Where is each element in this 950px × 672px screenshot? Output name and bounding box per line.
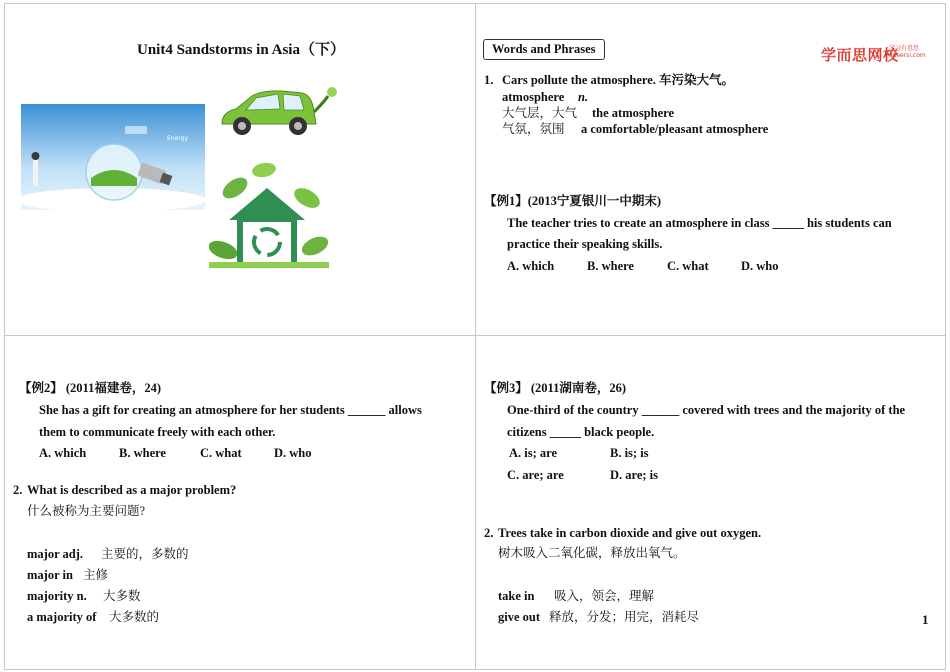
logo-sub-url: xueersi.com: [889, 52, 926, 59]
green-car-image: [216, 82, 346, 142]
example3-option-c: C. are; are: [507, 468, 564, 482]
example2-line1: She has a gift for creating an atmosphere for her students ______ allows: [39, 403, 422, 417]
item2-question-cn: 什么被称为主要问题?: [27, 504, 146, 518]
item1-word: atmosphere: [502, 90, 565, 104]
item1-def2: 气氛，氛围: [502, 122, 565, 136]
vocab-majority-cn: 大多数: [103, 589, 141, 603]
item1-sentence: Cars pollute the atmosphere. 车污染大气。: [502, 73, 735, 87]
example1-label: 【例1】(2013宁夏银川一中期末): [484, 194, 662, 208]
item2-question: What is described as a major problem?: [27, 483, 237, 497]
example1-option-c: C. what: [667, 259, 709, 273]
example2-line2: them to communicate freely with each other.: [39, 425, 276, 439]
vocab-major-in-en: major in: [27, 568, 73, 582]
slide-panel-3: [4, 335, 476, 670]
item2-sentence-cn: 树木吸入二氧化碳，释放出氧气。: [498, 546, 686, 560]
logo-sub-cn: 学习有意思: [889, 45, 920, 52]
example2-option-d: D. who: [274, 446, 312, 460]
example2-option-b: B. where: [119, 446, 166, 460]
phrase-give-out-cn: 释放，分发；用完，消耗尽: [549, 610, 700, 624]
item2-number-p4: 2.: [484, 526, 494, 540]
item2-number: 2.: [13, 483, 23, 497]
vocab-major-cn: 主要的，多数的: [101, 547, 189, 561]
vocab-major-en: major adj.: [27, 547, 84, 561]
example1-option-a: A. which: [507, 259, 555, 273]
item1-example1: the atmosphere: [592, 106, 675, 120]
phrase-give-out-en: give out: [498, 610, 541, 624]
example1-option-b: B. where: [587, 259, 634, 273]
item2-sentence: Trees take in carbon dioxide and give out oxygen.: [498, 526, 762, 540]
item1-number: 1.: [484, 73, 494, 87]
xueersi-logo-sub: [889, 45, 926, 59]
example3-option-d: D. are; is: [610, 468, 659, 482]
vocab-a-majority-of-cn: 大多数的: [109, 610, 160, 624]
vocab-major-in-cn: 主修: [83, 568, 109, 582]
item1-pos: n.: [578, 90, 589, 104]
example3-line1: One-third of the country ______ covered with trees and the majority of the: [507, 403, 906, 417]
example3-option-a: A. is; are: [509, 446, 558, 460]
page-number: 1: [922, 612, 929, 627]
xueersi-logo: 学而思网校: [821, 46, 899, 64]
example1-option-d: D. who: [741, 259, 779, 273]
example2-option-c: C. what: [200, 446, 242, 460]
vocab-majority-en: majority n.: [27, 589, 87, 603]
example1-line1: The teacher tries to create an atmosphere in class _____ his students can: [507, 216, 892, 230]
phrase-take-in-cn: 吸入，领会，理解: [554, 589, 655, 603]
example1-line2: practice their speaking skills.: [507, 237, 663, 251]
phrase-take-in-en: take in: [498, 589, 535, 603]
slide-panel-4: [475, 335, 946, 670]
example2-label: 【例2】 (2011福建卷，24): [19, 381, 162, 395]
example3-label: 【例3】 (2011湖南卷，26): [484, 381, 627, 395]
slide-title: Unit4 Sandstorms in Asia（下）: [137, 42, 345, 58]
slide-panel-2: [475, 3, 946, 336]
example3-option-b: B. is; is: [610, 446, 649, 460]
bulb-landscape-image: [21, 104, 205, 210]
example2-option-a: A. which: [39, 446, 87, 460]
energy-label: Energy: [167, 135, 189, 142]
eco-house-recycle-image: [209, 158, 329, 273]
vocab-a-majority-of-en: a majority of: [27, 610, 97, 624]
item1-def1: 大气层，大气: [502, 106, 578, 120]
section-label-words-phrases: Words and Phrases: [483, 39, 605, 60]
example3-line2: citizens _____ black people.: [507, 425, 655, 439]
item1-example2: a comfortable/pleasant atmosphere: [581, 122, 769, 136]
slide-panel-1: [4, 3, 476, 336]
